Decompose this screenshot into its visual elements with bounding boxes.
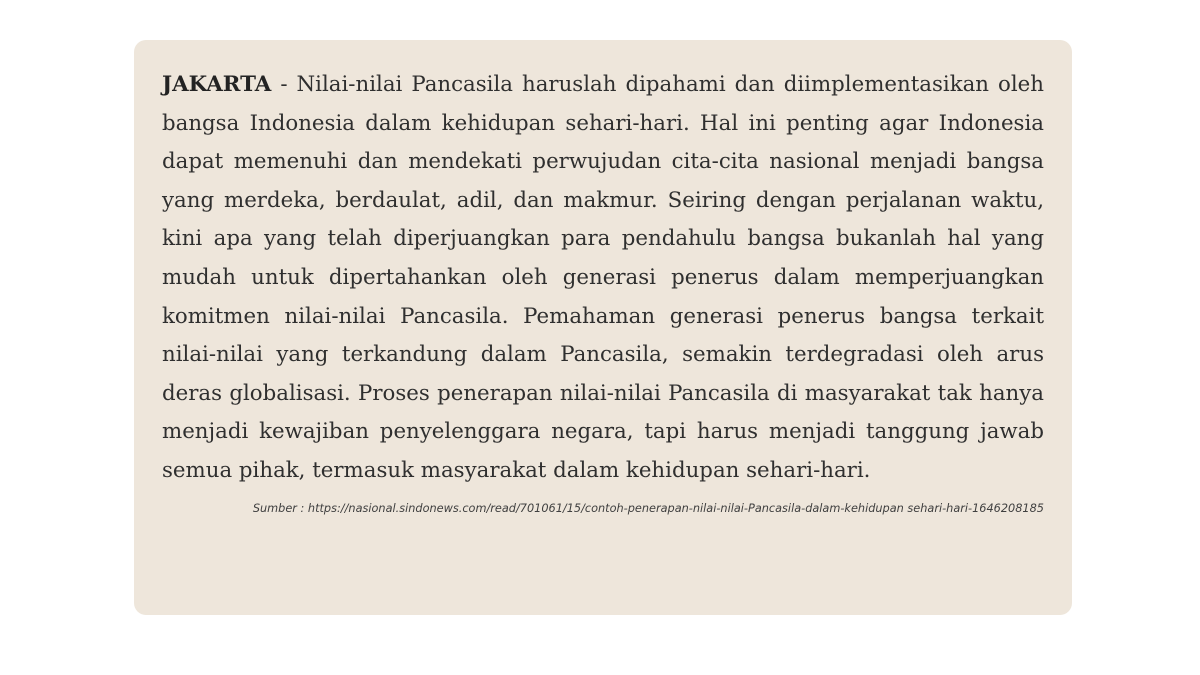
article-paragraph	[162, 66, 1044, 491]
source-citation: Sumber : https://nasional.sindonews.com/read/701061/15/contoh-penerapan-nilai-nilai-Pancasila-dalam-kehidupan sehari-hari-1646208185	[252, 501, 1044, 515]
dateline: JAKARTA	[162, 72, 272, 97]
quote-card	[134, 40, 1072, 615]
article-body: Nilai-nilai Pancasila haruslah dipahami dan diimplementasikan oleh bangsa Indonesia dalam kehidupan sehari-hari. Hal ini penting agar Indonesia dapat memenuhi dan mendekati perwujudan cita-cita nasional menjadi bangsa yang merdeka, berdaulat, adil, dan makmur. Seiring dengan perjalanan waktu, kini apa yang telah diperjuangkan para pendahulu bangsa bukanlah hal yang mudah untuk dipertahankan oleh generasi penerus dalam memperjuangkan komitmen nilai-nilai Pancasila. Pemahaman generasi penerus bangsa terkait nilai-nilai yang terkandung dalam Pancasila, semakin terdegradasi oleh arus deras globalisasi. Proses penerapan nilai-nilai Pancasila di masyarakat tak hanya menjadi kewajiban penyelenggara negara, tapi harus menjadi tanggung jawab semua pihak, termasuk masyarakat dalam kehidupan sehari-hari.	[162, 72, 1044, 483]
dateline-separator: -	[271, 72, 297, 97]
